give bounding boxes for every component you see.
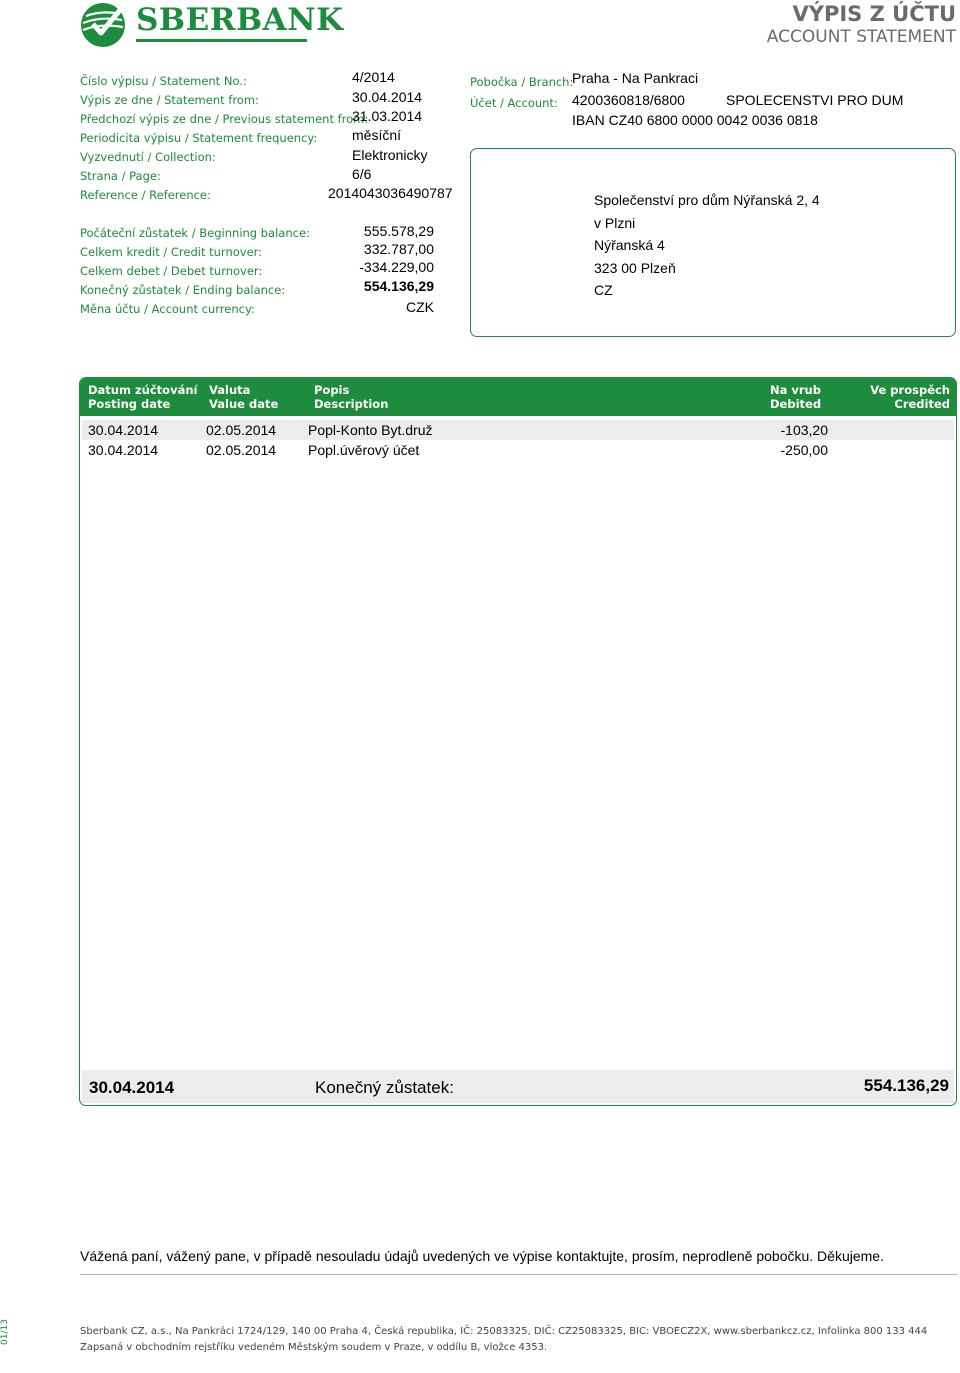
logo-underline	[136, 39, 307, 42]
customer-notice: Vážená paní, vážený pane, v případě nesouladu údajů uvedených ve výpise kontaktujte, prosím, neprodleně pobočku. Děkujeme.	[80, 1248, 884, 1264]
posting-date-cell: 30.04.2014	[88, 422, 159, 438]
collection-value: Elektronicky	[352, 147, 428, 163]
address-line: Nýřanská 4	[594, 237, 665, 253]
legal-line: Zapsaná v obchodním rejstříku vedeném Městským soudem v Praze, v oddílu B, vložce 4353.	[80, 1342, 548, 1353]
document-subtitle: ACCOUNT STATEMENT	[766, 27, 956, 47]
divider	[80, 1274, 957, 1275]
table-row	[82, 440, 954, 460]
description-cell: Popl.úvěrový účet	[308, 442, 420, 458]
credit-turnover-value: 332.787,00	[363, 241, 434, 257]
debited-cell: -103,20	[780, 422, 828, 438]
credit-turnover-label: Celkem kredit / Credit turnover:	[80, 245, 263, 259]
document-title: VÝPIS Z ÚČTU	[792, 2, 956, 26]
address-line: Společenství pro dům Nýřanská 2, 4	[594, 192, 820, 208]
address-line: v Plzni	[594, 215, 636, 231]
value-date-cell: 02.05.2014	[206, 442, 277, 458]
branch-value: Praha - Na Pankraci	[572, 70, 699, 86]
sberbank-logo-icon	[80, 2, 126, 48]
statement-number-value: 4/2014	[352, 69, 395, 85]
credited-header: Ve prospěch Credited	[870, 383, 950, 411]
account-name: SPOLECENSTVI PRO DUM	[726, 92, 904, 108]
frequency-value: měsíční	[352, 127, 402, 143]
previous-statement-label: Předchozí výpis ze dne / Previous statement from:	[80, 112, 369, 126]
posting-date-header: Datum zúčtování Posting date	[88, 383, 198, 411]
branch-label: Pobočka / Branch:	[470, 75, 574, 89]
address-line: 323 00 Plzeň	[594, 260, 676, 276]
debited-cell: -250,00	[780, 442, 828, 458]
debit-turnover-value: -334.229,00	[359, 259, 434, 275]
ending-balance-label: Konečný zůstatek / Ending balance:	[80, 283, 286, 297]
value-date-cell: 02.05.2014	[206, 422, 277, 438]
description-cell: Popl-Konto Byt.druž	[308, 422, 433, 438]
legal-line: Sberbank CZ, a.s., Na Pankráci 1724/129, 140 00 Praha 4, Česká republika, IČ: 25083325, DIČ: CZ25083325, BIC: VBOECZ2X, www.sberbankcz.cz, Infolinka 800 133 444	[80, 1326, 928, 1337]
beginning-balance-label: Počáteční zůstatek / Beginning balance:	[80, 226, 310, 240]
account-number: 4200360818/6800	[572, 92, 685, 108]
page-value: 6/6	[352, 166, 372, 182]
statement-date-value: 30.04.2014	[352, 89, 423, 105]
previous-statement-value: 31.03.2014	[352, 108, 423, 124]
currency-label: Měna účtu / Account currency:	[80, 302, 255, 316]
reference-value: 2014043036490787	[328, 185, 453, 201]
table-row	[82, 420, 954, 440]
currency-value: CZK	[406, 299, 434, 315]
address-box	[470, 148, 956, 337]
brand-name: SBERBANK	[136, 2, 344, 38]
posting-date-cell: 30.04.2014	[88, 442, 159, 458]
account-iban: IBAN CZ40 6800 0000 0042 0036 0818	[572, 112, 818, 128]
table-footer	[82, 1070, 954, 1103]
beginning-balance-value: 555.578,29	[363, 223, 434, 239]
value-date-header: Valuta Value date	[209, 383, 279, 411]
footer-ending-balance-amount: 554.136,29	[863, 1076, 949, 1095]
transactions-table	[79, 377, 957, 1106]
collection-label: Vyzvednutí / Collection:	[80, 150, 216, 164]
form-code: 01/13	[0, 1319, 10, 1345]
debited-header: Na vrub Debited	[770, 383, 822, 411]
account-label: Účet / Account:	[470, 96, 558, 110]
address-line: CZ	[594, 282, 613, 298]
ending-balance-value: 554.136,29	[363, 278, 434, 294]
description-header: Popis Description	[314, 383, 389, 411]
footer-ending-balance-label: Konečný zůstatek:	[315, 1078, 454, 1097]
page-label: Strana / Page:	[80, 169, 161, 183]
statement-date-label: Výpis ze dne / Statement from:	[80, 93, 259, 107]
statement-number-label: Číslo výpisu / Statement No.:	[80, 74, 247, 88]
frequency-label: Periodicita výpisu / Statement frequency:	[80, 131, 318, 145]
debit-turnover-label: Celkem debet / Debet turnover:	[80, 264, 263, 278]
reference-label: Reference / Reference:	[80, 188, 211, 202]
table-header	[80, 378, 956, 416]
footer-date: 30.04.2014	[89, 1078, 175, 1097]
